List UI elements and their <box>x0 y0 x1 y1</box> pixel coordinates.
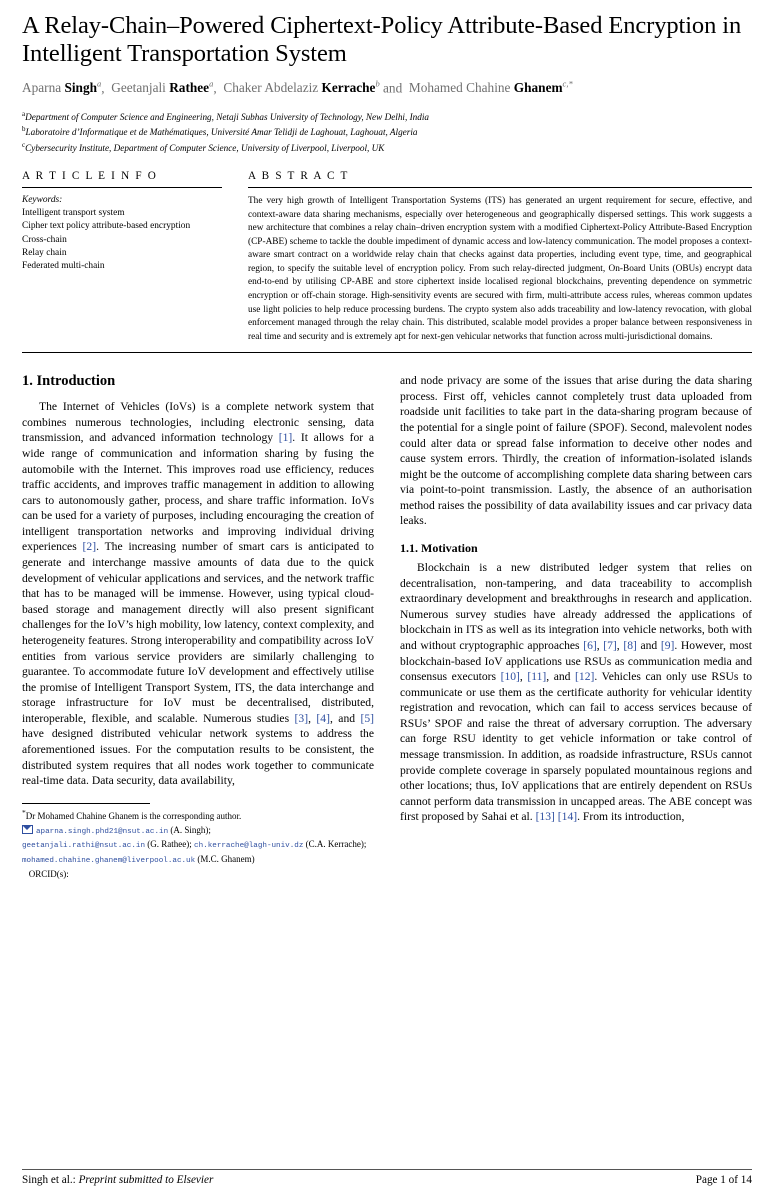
page-title: A Relay-Chain–Powered Ciphertext-Policy Attribute-Based Encryption in Intelligent Transportation System <box>22 12 742 68</box>
email-owner: (C.A. Kerrache); <box>305 839 367 850</box>
affiliation-text: Cybersecurity Institute, Department of Computer Science, University of Liverpool, Liverpool, UK <box>25 143 385 154</box>
author-affil-mark: c,* <box>562 78 573 89</box>
section-heading-introduction: 1. Introduction <box>22 373 116 390</box>
citation-link[interactable]: [11] <box>527 670 547 684</box>
envelope-icon <box>22 825 33 834</box>
paragraph-motivation-1: Blockchain is a new distributed ledger system that relies on decentralisation, non-tampering, and data traceability to accomplish extraordinary development and breakthroughs in research and application. Numerous survey studies have already addressed the applications of blockchain in ITS as well as its integration into vehicle networks, both with and without cryptographic approaches [6], [7], [8] and [9]. However, most blockchain-based IoV applications use RSUs as communication media and consensus executors [10], [11], and [12]. Vehicles can only use RSUs to communicate or use them as the certificate authority for vehicular identity registration and revocation, which can fail to access services because of RSUs’ SPOF and raise the threat of adversary corruption. The adversary can forge RSU identity to get vehicle information or take control of message transmission. In addition, as roadside infrastructure, RSUs cannot provide complete coverage in sparsely populated mountainous regions and other locations; thus, IoV applications that are entirely dependent on RSUs cannot perform data transmission in uncapped areas. The ABE concept was first proposed by Sahai et al. [13] [14]. From its introduction, <box>400 561 753 824</box>
keywords-label: Keywords: <box>22 195 63 206</box>
author-entry <box>111 80 213 95</box>
email-address[interactable]: ch.kerrache@lagh-univ.dz <box>194 842 304 851</box>
author-first-name: Geetanjali <box>111 80 166 96</box>
abstract-column <box>248 170 752 344</box>
affiliation-list <box>22 109 752 157</box>
citation-link[interactable]: [1] <box>278 431 293 445</box>
info-abstract-block <box>22 170 752 344</box>
article-info-heading: A R T I C L E I N F O <box>22 170 158 183</box>
citation-link[interactable]: [4] <box>316 711 330 725</box>
email-owner: (G. Rathee); <box>147 839 192 850</box>
citation-link[interactable]: [7] <box>603 638 617 652</box>
email-address[interactable]: mohamed.chahine.ghanem@liverpool.ac.uk <box>22 857 196 866</box>
author-affil-mark: a <box>97 78 102 89</box>
footer-left <box>22 1174 213 1186</box>
orcid-label: ORCID(s): <box>28 868 69 879</box>
footer-page-number: Page 1 of 14 <box>695 1174 752 1186</box>
author-last-name: Singh <box>64 80 97 96</box>
keyword-item: Federated multi-chain <box>22 261 105 272</box>
email-owner: (M.C. Ghanem) <box>197 854 255 865</box>
affiliation-text: Department of Computer Science and Engineering, Netaji Subhas University of Technology, New Delhi, India <box>25 111 429 122</box>
footnote-rule <box>22 803 150 804</box>
citation-link[interactable]: [10] <box>500 670 520 684</box>
author-entry <box>223 80 379 95</box>
footnote-text: Dr Mohamed Chahine Ghanem is the corresponding author. <box>25 810 242 821</box>
author-list: Aparna Singh$^a$, Geetanjali Rathee$^a$, Chaker Abdelaziz Kerrache$^b$ and Mohamed Chahine Ghanem$^{c,*}$ <box>22 78 573 96</box>
footer-status: Preprint submitted to Elsevier <box>78 1174 214 1186</box>
affiliation-mark: c <box>22 141 26 150</box>
page-footer <box>22 1169 752 1186</box>
body-column-left <box>22 373 374 881</box>
affiliation-item <box>22 109 752 125</box>
author-last-name: Kerrache <box>321 80 376 96</box>
footnote-emails-3 <box>22 853 374 867</box>
abstract-rule <box>248 187 752 188</box>
footnote-orcid <box>22 868 374 881</box>
author-first-name: Aparna <box>22 80 62 96</box>
author-entry <box>409 80 573 95</box>
footnote-corresponding-author <box>22 808 374 823</box>
paragraph-intro-2: and node privacy are some of the issues that arise during the data sharing process. First off, vehicles cannot completely trust data uploaded from roadside unit facilities to take part in the data-sharing program because of the potential for a single point of failure (SPOF). Second, malevolent nodes could alter data or spread false information to deceive other nodes and cause system errors. Thirdly, the creation of information-isolated islands might be the outcome of accomplishing complete data sharing between cars via point-to-point transmission. Lastly, the absence of an authorisation method raises the possibility of data availability issues and car privacy data leaks. <box>400 374 752 528</box>
author-last-name: Ghanem <box>513 80 563 96</box>
citation-link[interactable]: [13] <box>535 810 555 824</box>
affiliation-item <box>22 124 752 140</box>
affiliation-mark: a <box>22 109 26 118</box>
abstract-text: The very high growth of Intelligent Transportation Systems (ITS) has generated an urgent requirement for secure, effective, and context-aware data sharing mechanisms, especially over heterogeneous and geographically dispersed settings. This work suggests a new architecture that combines a relay chain–driven encryption system with a modified Ciphertext-Policy Attribute-Based Encryption (CP-ABE) scheme to tackle the double impediment of dynamic access and low-latency communication. The model proposes a context-aware smart contract on a worldwide relay chain that checks against data properties, including event type, time, and geographical region, to specify the suitable level of encryption policy. From such relay-directed judgment, On-Board Units (OBUs) encrypt data end-to-end by utilising CP-ABE and store ciphertext inside localised regional blockchains, preventing dependence on symmetric encryption or off-chain storage. High-sensitivity events are secured with firm, multi-attribute access rules, whereas common updates use light policies to help reduce processing burdens. The crypto system also adds traceability and low-latency revocation, with global enforcement managed through the relay chain. This distributed, scalable model provides a proper balance between responsiveness in real time and security and is extremely apt for next-gen vehicular networks that function across multi-jurisdictional domains. <box>248 196 752 342</box>
email-address[interactable]: geetanjali.rathi@nsut.ac.in <box>22 842 146 851</box>
citation-link[interactable]: [9] <box>660 638 675 652</box>
email-owner: (A. Singh); <box>170 824 211 835</box>
keywords-list <box>22 207 222 274</box>
affiliation-item <box>22 140 752 156</box>
footnote-block <box>22 803 374 881</box>
author-last-name: Rathee <box>169 80 210 96</box>
citation-link[interactable]: [8] <box>623 638 637 652</box>
body-columns <box>22 373 752 881</box>
author-first-name: Mohamed Chahine <box>408 80 511 96</box>
citation-link[interactable]: [2] <box>82 540 97 554</box>
citation-link[interactable]: [12] <box>575 670 595 684</box>
footer-authors: Singh et al.: <box>22 1174 76 1186</box>
footnote-star: * <box>22 807 26 817</box>
author-entry <box>22 80 101 95</box>
keyword-item: Cipher text policy attribute-based encryption <box>22 221 191 232</box>
footnote-emails-2 <box>22 838 374 852</box>
citation-link[interactable]: [6] <box>583 638 597 652</box>
affiliation-text: Laboratoire d’Informatique et de Mathématiques, Université Amar Telidji de Laghouat, Laghouat, Algeria <box>25 127 418 138</box>
keyword-item: Cross-chain <box>22 234 67 245</box>
article-info-column <box>22 170 222 344</box>
subsection-heading-motivation: 1.1. Motivation <box>400 541 478 556</box>
author-first-name: Chaker Abdelaziz <box>223 80 319 96</box>
article-info-rule <box>22 187 222 188</box>
citation-link[interactable]: [14] <box>557 810 578 824</box>
citation-link[interactable]: [5] <box>360 711 375 725</box>
author-conjunction: and <box>383 80 403 96</box>
affiliation-mark: b <box>22 125 26 134</box>
author-affil-mark: b <box>375 78 380 89</box>
body-column-right <box>400 373 752 881</box>
footnote-emails <box>22 824 374 838</box>
keyword-item: Relay chain <box>22 248 67 259</box>
abstract-heading: A B S T R A C T <box>248 170 350 183</box>
keyword-item: Intelligent transport system <box>22 208 125 219</box>
author-affil-mark: a <box>209 78 214 89</box>
email-address[interactable]: aparna.singh.phd21@nsut.ac.in <box>36 827 169 836</box>
paragraph-intro-1: The Internet of Vehicles (IoVs) is a complete network system that combines numerous technologies, including electronic sensing, data transmission, and advanced information technology [1]. It allows for a wide range of communication and information sharing by fusing the automobile with the Internet. This improves road use efficiency, reduces traffic accidents, and improves traffic management in addition to allowing cars to autonomously gather, process, and share traffic information. IoVs can be used for a variety of purposes, including encouraging the creation of intelligent transportation networks and improving individual driving experiences [2]. The increasing number of smart cars is anticipated to generate and interchange massive amounts of data due to the quick development of vehicular applications and services, and the network traffic that has to be managed will be immense. However, using typical cloud-based storage and management directly will also present significant challenges for the IoV’s high mobility, low latency, context complexity, and heterogeneity features. Strong interoperability and compatibility across IoV entities from various service providers are similarly challenging to guarantee. To accommodate future IoV development and effectively utilise the promise of Intelligent Transport System, ITS, the data interchange and storage infrastructure for IoV must be decentralised, distributed, interoperable, flexible, and scalable. Numerous studies [3], [4], and [5] have designed distributed vehicular network systems to address the aforementioned issues. For the computation results to be consistent, the distributed system requires that all nodes work together to communicate real-time data. Data security, data availability, <box>22 400 375 788</box>
header-bottom-rule <box>22 352 752 353</box>
citation-link[interactable]: [3] <box>294 711 309 725</box>
